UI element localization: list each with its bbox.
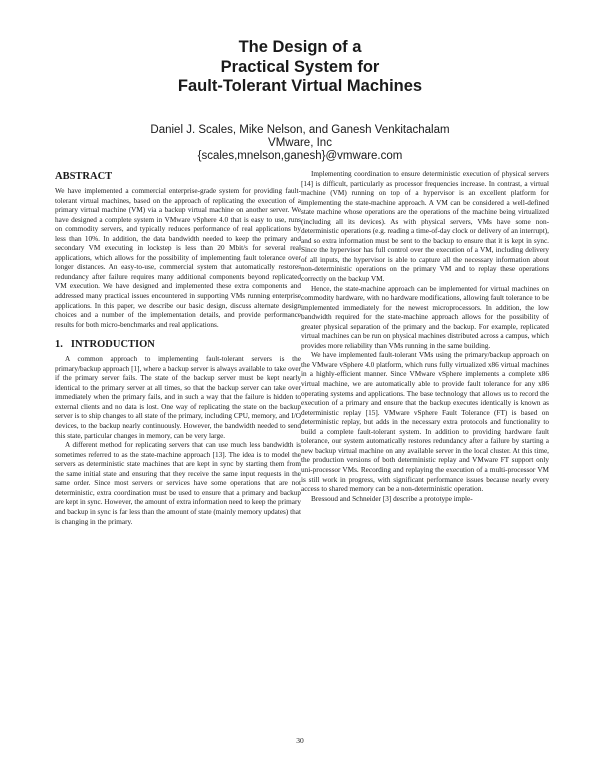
intro-paragraph-4: Hence, the state-machine approach can be implemented for virtual machines on commodity hardware, with no hardware modifications, allowing fault tolerance to be implemented immediately for the newest microprocessors. In addition, the low bandwidth required for the state-machine approach allows for the possibility of greater physical separation of the primary and the backup. For example, replicated virtual machines can be run on physical machines distributed across a campus, which provides more reliability than VMs running in the same building. [301,284,549,350]
intro-heading-text: INTRODUCTION [70,339,155,351]
author-emails: {scales,mnelson,ganesh}@vmware.com [197,150,403,163]
paper-title [0,38,600,97]
left-column [55,170,301,527]
page-number: 30 [296,736,304,745]
intro-heading [55,338,301,352]
intro-paragraph-6: Bressoud and Schneider [3] describe a prototype imple- [311,494,473,503]
abstract-text: We have implemented a commercial enterprise-grade system for providing fault-tolerant virtual machines, based on the approach of replicating the execution of a primary virtual machine (VM) via a backup virtual machine on another server. We have designed a complete system in VMware vSphere 4.0 that is easy to use, runs on commodity servers, and typically reduces performance of real applications by less than 10%. In addition, the data bandwidth needed to keep the primary and secondary VM executing in lockstep is less than 20 Mbit/s for several real applications, which allows for the possibility of implementing fault tolerance over longer distances. An easy-to-use, commercial system that automatically restores redundancy after failure requires many additional components beyond replicated VM execution. We have designed and implemented these extra components and addressed many practical issues encountered in supporting VMs running enterprise applications. In this paper, we describe our basic design, discuss alternate design choices and a number of the implementation details, and provide performance results for both micro-benchmarks and real applications. [55,187,301,329]
author-block [0,124,600,164]
intro-paragraph-3: Implementing coordination to ensure deterministic execution of physical servers [14] is difficult, particularly as processor frequencies increase. In contrast, a virtual machine (VM) running on top of a hypervisor is an excellent platform for implementing the state-machine approach. A VM can be considered a well-defined state machine whose operations are the operations of the machine being virtualized (including all its devices). As with physical servers, VMs have some non-deterministic operations (e.g. reading a time-of-day clock or delivery of an interrupt), and so extra information must be sent to the backup to ensure that it is kept in sync. Since the hypervisor has full control over the execution of a VM, including delivery of all inputs, the hypervisor is able to capture all the necessary information about non-deterministic operations on the primary VM and to replay these operations correctly on the backup VM. [301,170,549,284]
author-names: Daniel J. Scales, Mike Nelson, and Ganesh Venkitachalam [150,124,450,136]
intro-paragraph-1: A common approach to implementing fault-tolerant servers is the primary/backup approach [1], where a backup server is always available to take over if the primary server fails. The state of the backup server must be kept nearly identical to the primary server at all times, so that the backup server can take over immediately when the primary fails, and in such a way that the failure is hidden to external clients and no data is lost. One way of replicating the state on the backup server is to ship changes to all state of the primary, including CPU, memory, and I/O devices, to the backup nearly continuously. However, the bandwidth needed to send this state, particular changes in memory, can be very large. [55,355,301,440]
intro-paragraph-2: A different method for replicating servers that can use much less bandwidth is sometimes referred to as the state-machine approach [13]. The idea is to model the servers as deterministic state machines that are kept in sync by starting them from the same initial state and ensuring that they receive the same input requests in the same order. Since most servers or services have some operations that are not deterministic, extra coordination must be used to ensure that a primary and backup are kept in sync. However, the amount of extra information need to keep the primary and backup in sync is far less than the amount of state (mainly memory updates) that is changing in the primary. [55,441,301,526]
author-affiliation: VMware, Inc [268,137,332,150]
title-line-3: Fault-Tolerant Virtual Machines [177,77,423,95]
intro-section-number: 1. [55,339,63,351]
right-column [301,170,549,504]
title-line-1: The Design of a [238,38,362,56]
title-line-2: Practical System for [220,57,380,76]
intro-paragraph-5: We have implemented fault-tolerant VMs using the primary/backup approach on the VMware vSphere 4.0 platform, which runs fully virtualized x86 virtual machines in a highly-efficient manner. Since VMware vSphere implements a complete x86 virtual machine, we are automatically able to provide fault tolerance for any x86 operating systems and applications. The base technology that allows us to record the execution of a primary and ensure that the backup executes identically is known as deterministic replay [15]. VMware vSphere Fault Tolerance (FT) is based on deterministic replay, but adds in the necessary extra protocols and functionality to build a complete fault-tolerant system. In addition to providing hardware fault tolerance, our system automatically restores redundancy after a failure by starting a new backup virtual machine on any available server in the local cluster. At this time, the production versions of both deterministic replay and VMware FT support only uni-processor VMs. Recording and replaying the execution of a multi-processor VM is still work in progress, with significant performance issues because nearly every access to shared memory can be a non-deterministic operation. [301,351,549,494]
abstract-heading: ABSTRACT [55,171,113,182]
